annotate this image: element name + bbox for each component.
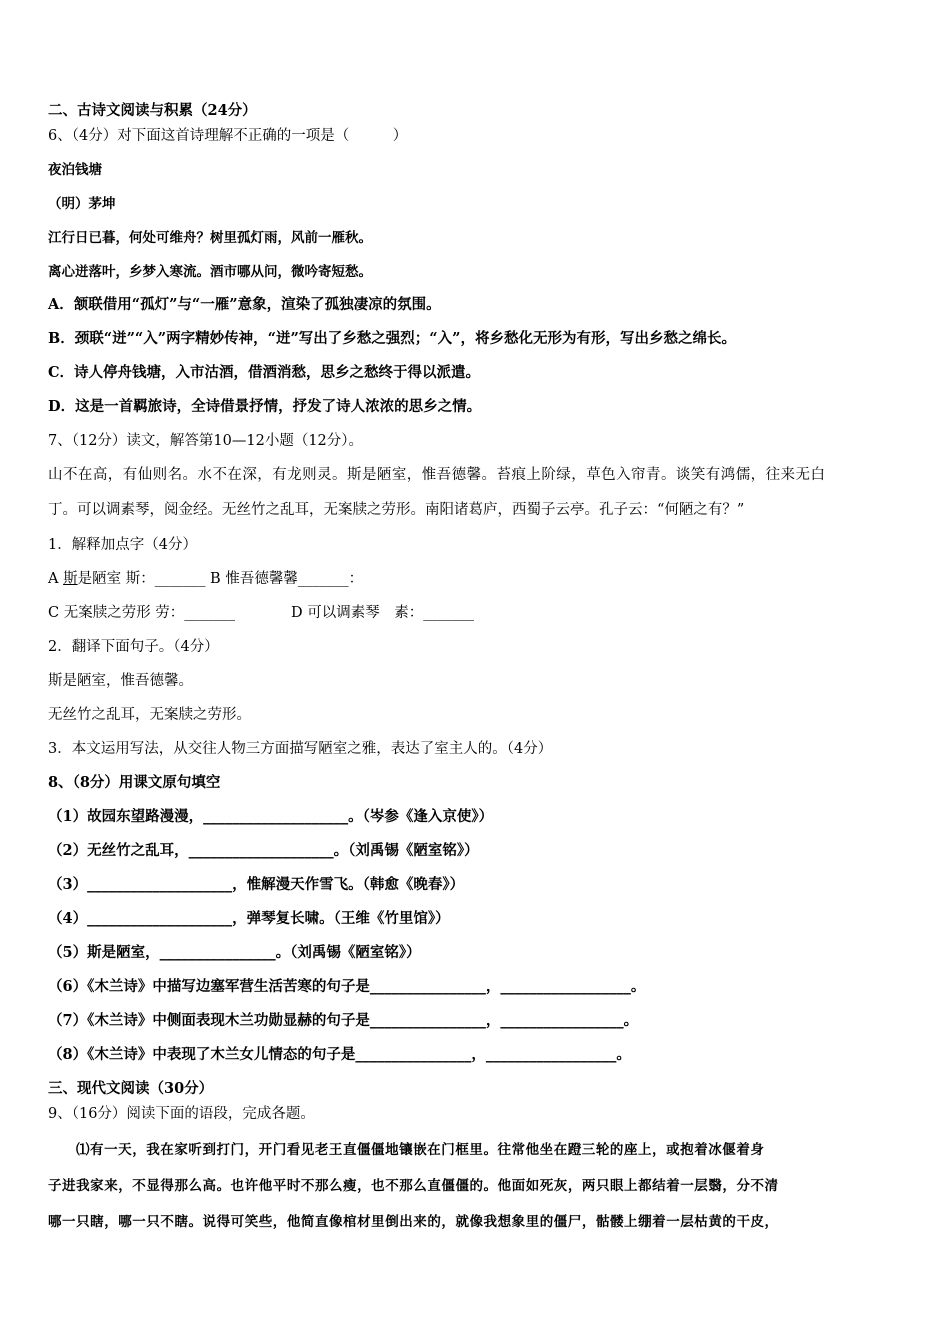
- q8-item: （7）《木兰诗》中侧面表现木兰功勋显赫的句子是________________，_________________。: [48, 1012, 639, 1029]
- q8-item: （6）《木兰诗》中描写边塞军营生活苦寒的句子是________________，__________________。: [48, 978, 646, 995]
- q8-item: （3）____________________，惟解漫天作雪飞。（韩愈《晚春》）: [48, 876, 465, 893]
- q9-paragraph-line-2: 子进我家来，不显得那么高。也许他平时不那么瘦，也不那么直僵僵的。他面如死灰，两只眼上都结着一层翳，分不清: [48, 1178, 779, 1194]
- q7-sub2-sentence-1: 斯是陋室，惟吾德馨。: [48, 673, 193, 689]
- q8-stem: 8、（8分）用课文原句填空: [48, 774, 221, 791]
- q7-sub1-c: C 无案牍之劳形 劳：_______: [48, 605, 236, 621]
- poem-title: 夜泊钱塘: [48, 162, 102, 178]
- q9-paragraph-line-3: 哪一只瞎，哪一只不瞎。说得可笑些，他简直像棺材里倒出来的，就像我想象里的僵尸，骷髅上绷着一层枯黄的干皮，: [48, 1214, 779, 1230]
- q8-item: （4）____________________，弹琴复长啸。（王维《竹里馆》）: [48, 910, 450, 927]
- poem-author: （明）茅坤: [48, 196, 116, 212]
- q7-sub1-title: 1．解释加点字（4分）: [48, 537, 197, 553]
- q7-sub2-title: 2．翻译下面句子。（4分）: [48, 639, 219, 655]
- q7-text-line-2: 丁。可以调素琴，阅金经。无丝竹之乱耳，无案牍之劳形。南阳诸葛庐，西蜀子云亭。孔子云：“何陋之有？”: [48, 502, 745, 518]
- poem-line-1: 江行日已暮，何处可维舟？树里孤灯雨，风前一雁秋。: [48, 230, 372, 246]
- q7-sub1-d: D 可以调素琴 素：_______: [291, 605, 474, 621]
- q7-text-line-1: 山不在高，有仙则名。水不在深，有龙则灵。斯是陋室，惟吾德馨。苔痕上阶绿，草色入帘青。谈笑有鸿儒，往来无白: [48, 467, 826, 483]
- q8-item: （5）斯是陋室，________________。（刘禹锡《陋室铭》）: [48, 944, 421, 961]
- q9-stem: 9、（16分）阅读下面的语段，完成各题。: [48, 1106, 315, 1122]
- section3-heading: 三、现代文阅读（30分）: [48, 1080, 214, 1097]
- q9-paragraph-line-1: ⑴有一天，我在家听到打门，开门看见老王直僵僵地镶嵌在门框里。往常他坐在蹬三轮的座上，或抱着冰偃着身: [76, 1142, 765, 1158]
- q7-sub1-a-prefix: A: [48, 571, 64, 587]
- q8-item: （2）无丝竹之乱耳，____________________。（刘禹锡《陋室铭》）: [48, 842, 479, 859]
- q7-sub2-sentence-2: 无丝竹之乱耳，无案牍之劳形。: [48, 707, 251, 723]
- q6-option-a: A．颔联借用“孤灯”与“一雁”意象，渲染了孤独凄凉的氛围。: [48, 296, 441, 313]
- q8-item: （8）《木兰诗》中表现了木兰女儿情态的句子是________________，__________________。: [48, 1046, 631, 1063]
- q7-sub3: 3．本文运用写法，从交往人物三方面描写陋室之雅，表达了室主人的。（4分）: [48, 741, 553, 757]
- q6-option-c: C．诗人停舟钱塘，入市沽酒，借酒消愁，思乡之愁终于得以派遣。: [48, 364, 481, 381]
- poem-line-2: 离心迸落叶，乡梦入寒流。酒市哪从问，微吟寄短愁。: [48, 264, 372, 280]
- q7-sub1-a-rest: 是陋室 斯：_______ B 惟吾德馨馨_______：: [77, 571, 364, 587]
- q6-option-b: B．颈联“迸”“入”两字精妙传神，“迸”写出了乡愁之强烈；“入”，将乡愁化无形为有形，写出乡愁之绵长。: [48, 330, 736, 347]
- q6-stem: 6、（4分）对下面这首诗理解不正确的一项是（ ）: [48, 128, 408, 144]
- q6-option-d: D．这是一首羁旅诗，全诗借景抒情，抒发了诗人浓浓的思乡之情。: [48, 398, 482, 415]
- q8-item: （1）故园东望路漫漫，____________________。（岑参《逢入京使》）: [48, 808, 494, 825]
- q7-sub1-a-dotted-char: 斯: [63, 571, 78, 587]
- section2-heading: 二、古诗文阅读与积累（24分）: [48, 102, 257, 119]
- q7-stem: 7、（12分）读文，解答第10—12小题（12分）。: [48, 433, 364, 449]
- q7-sub1-ab: [48, 569, 363, 589]
